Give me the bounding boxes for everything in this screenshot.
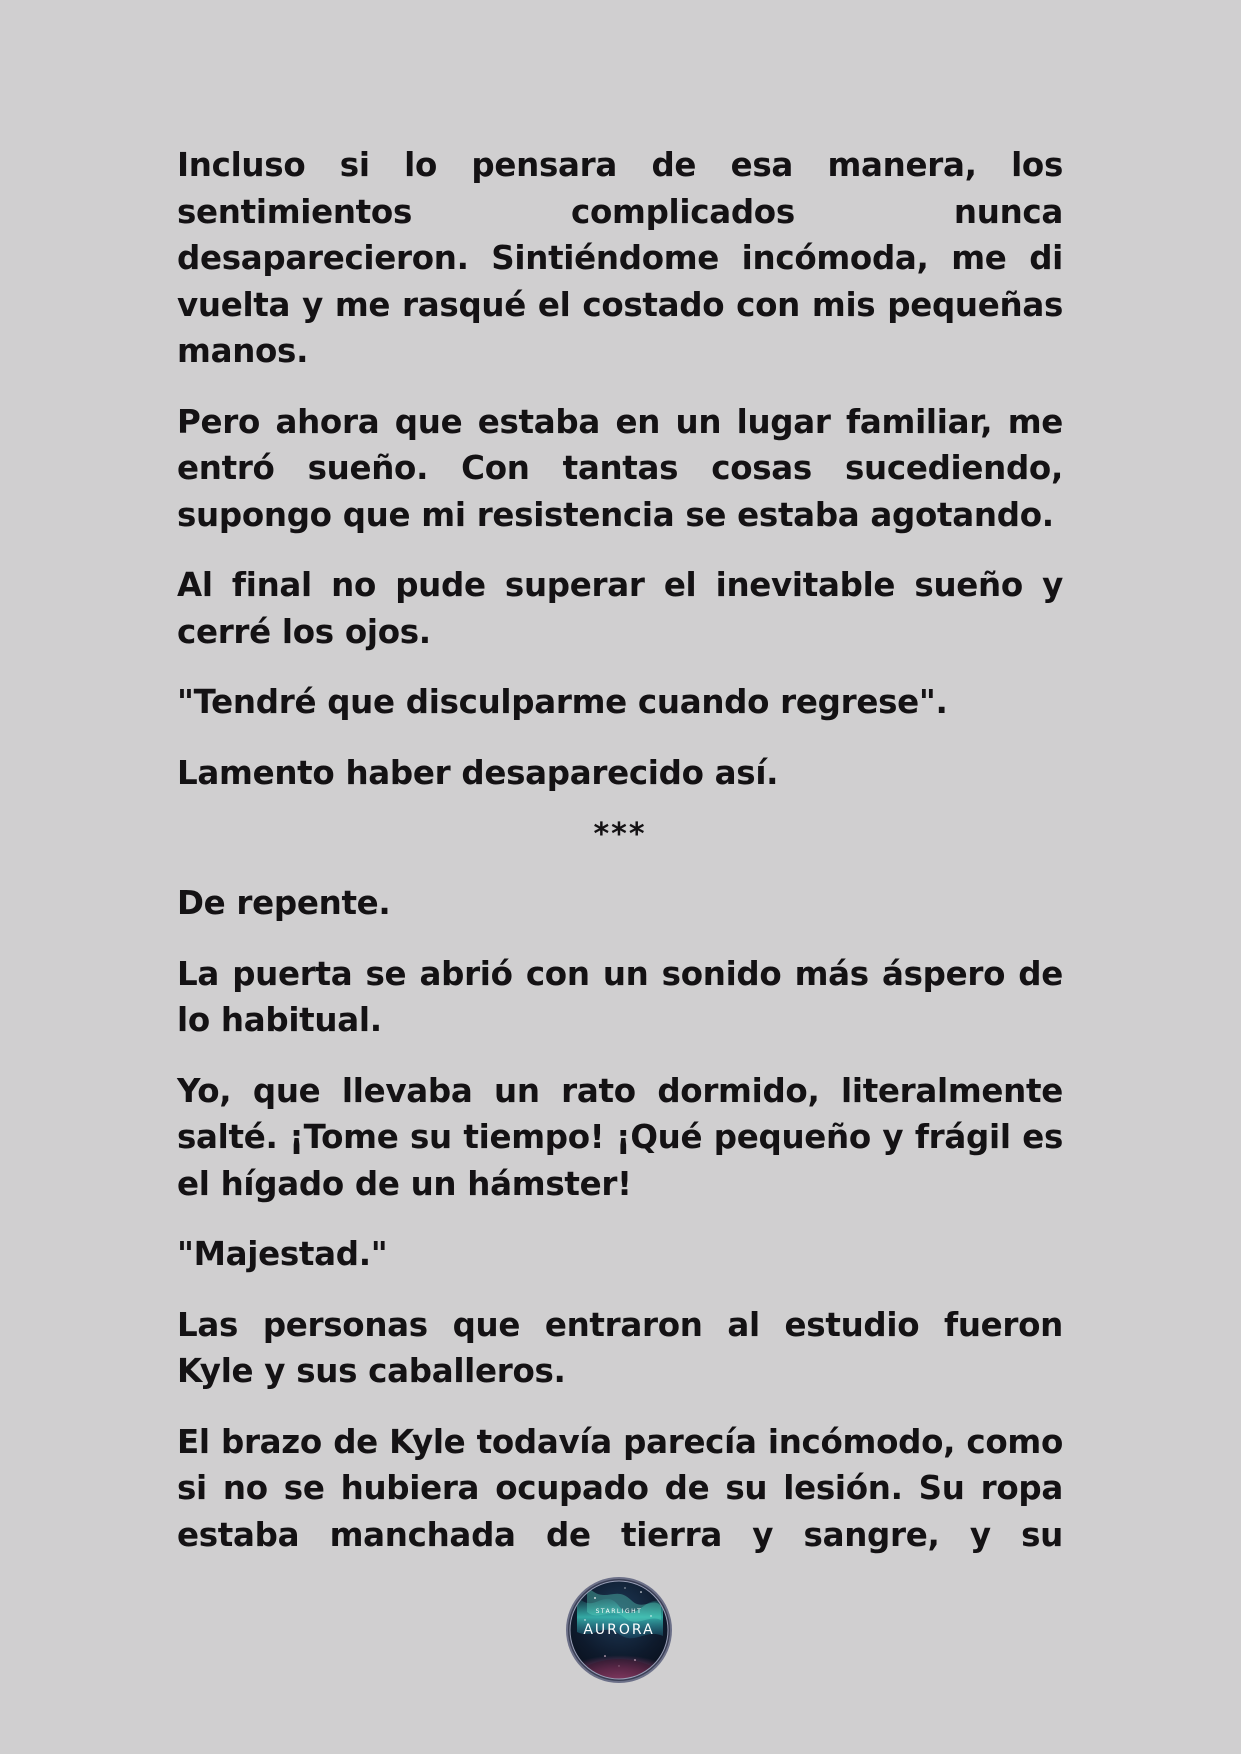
paragraph: Al final no pude superar el inevitable sueño y cerré los ojos. xyxy=(177,566,1063,651)
paragraph: Incluso si lo pensara de esa manera, los sentimientos complicados nunca desaparecieron. Sintiéndome incómoda, me di vuelta y me rasqué el costado con mis pequeñas manos. xyxy=(177,146,1063,370)
page-body xyxy=(177,142,1063,1558)
logo-main-text: AURORA xyxy=(583,1622,655,1638)
paragraph: Yo, que llevaba un rato dormido, literalmente salté. ¡Tome su tiempo! ¡Qué pequeño y frágil es el hígado de un hámster! xyxy=(177,1071,1063,1203)
paragraph: "Majestad." xyxy=(177,1235,388,1273)
aurora-logo xyxy=(565,1576,673,1684)
paragraph: De repente. xyxy=(177,884,391,922)
scene-break: *** xyxy=(593,817,647,852)
paragraph: La puerta se abrió con un sonido más áspero de lo habitual. xyxy=(177,954,1063,1039)
paragraph: "Tendré que disculparme cuando regrese". xyxy=(177,683,948,721)
paragraph: El brazo de Kyle todavía parecía incómodo, como si no se hubiera ocupado de su lesión. Su ropa estaba manchada de tierra y sangre, y su xyxy=(177,1422,1063,1554)
logo-top-text: STARLIGHT xyxy=(595,1608,643,1615)
paragraph: Pero ahora que estaba en un lugar familiar, me entró sueño. Con tantas cosas sucediendo, supongo que mi resistencia se estaba agotando. xyxy=(177,402,1063,534)
paragraph: Las personas que entraron al estudio fueron Kyle y sus caballeros. xyxy=(177,1305,1063,1390)
paragraph: Lamento haber desaparecido así. xyxy=(177,753,779,792)
aurora-logo-icon xyxy=(565,1576,673,1684)
